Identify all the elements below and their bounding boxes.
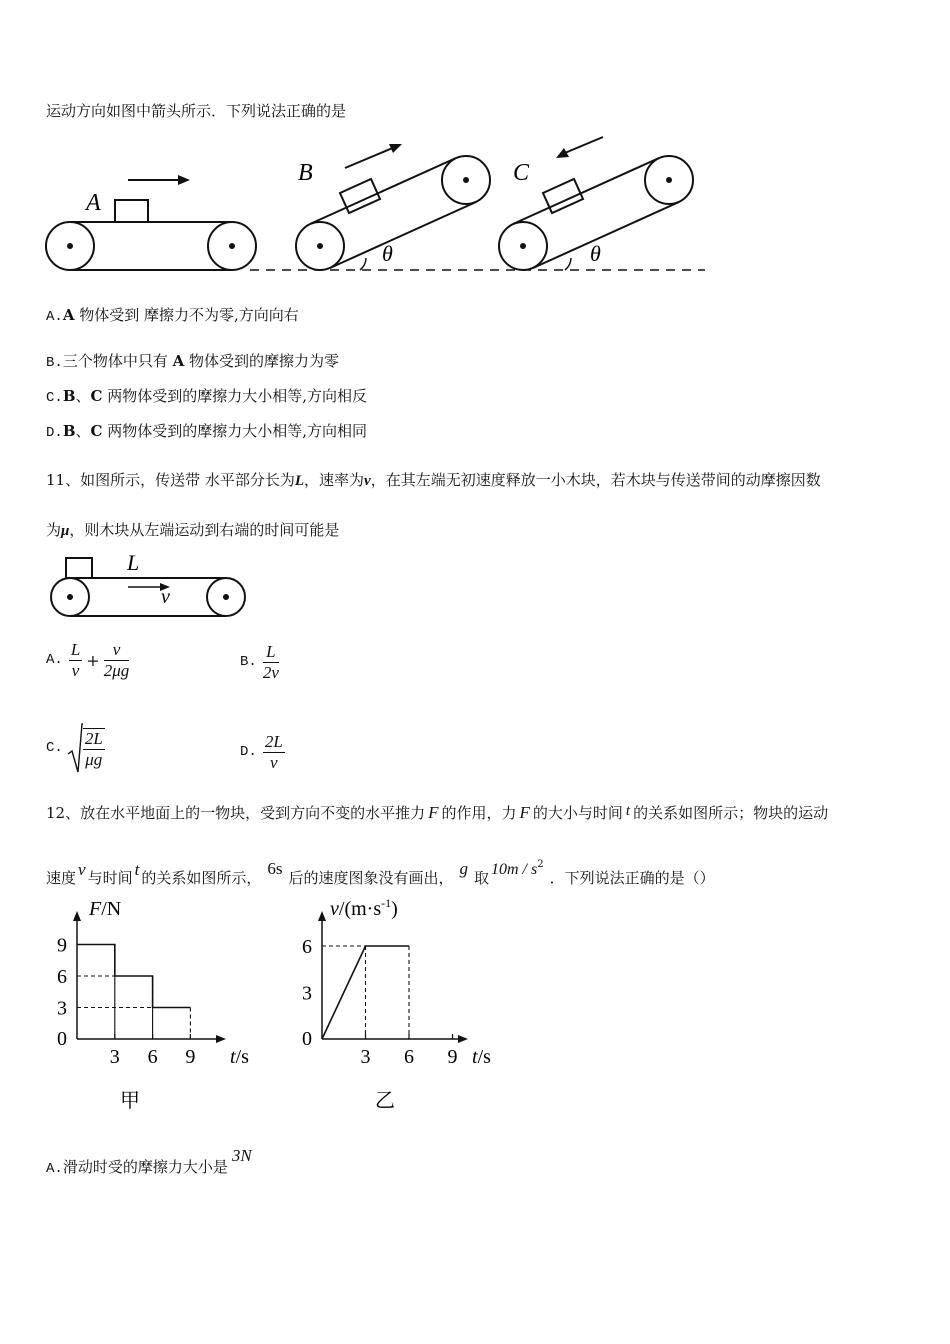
y-tick-label: 6 xyxy=(57,966,67,988)
x-axis-arrow xyxy=(458,1035,468,1043)
x-tick-label: 3 xyxy=(109,1046,120,1068)
arrow-c xyxy=(560,137,603,155)
sqrt-icon xyxy=(67,722,83,774)
x-tick-label: 9 xyxy=(185,1046,196,1068)
y-axis-arrow xyxy=(73,911,81,921)
chart-velocity-time xyxy=(290,896,510,1115)
q11-stem-line1: 11、如图所示，传送带 水平部分长为L，速率为v，在其左端无初速度释放一小木块，若木块与传送带间的动摩擦因数 xyxy=(46,471,821,489)
q11-belt-figure xyxy=(46,550,251,620)
q10-option-b[interactable]: B.三个物体中只有 A 物体受到的摩擦力为零 xyxy=(46,352,340,371)
theta-b: θ xyxy=(382,241,393,266)
belt-b xyxy=(296,156,490,270)
conveyor-figure xyxy=(40,140,720,280)
origin-label: 0 xyxy=(57,1028,67,1050)
q11-option-b[interactable]: B. $\frac{L}{2v}$ xyxy=(240,641,279,682)
label-a: A xyxy=(86,190,101,216)
x-tick-label: 9 xyxy=(447,1046,458,1068)
belt-a xyxy=(46,200,256,270)
y-tick-label: 3 xyxy=(302,982,312,1005)
x-tick-label: 6 xyxy=(147,1046,158,1068)
q11-option-d[interactable]: D. $\frac{2L}{v}$ xyxy=(240,731,283,772)
x-tick-label: 6 xyxy=(404,1046,414,1068)
arrow-b xyxy=(345,147,395,168)
label-b: B xyxy=(298,160,313,186)
y-axis-arrow xyxy=(318,911,326,921)
q10-option-c[interactable]: C.B、C 两物体受到的摩擦力大小相等,方向相反 xyxy=(46,387,368,406)
x-axis-label: t/s xyxy=(472,1046,491,1068)
y-tick-label: 6 xyxy=(302,936,312,958)
q12-stem-line1: 12、放在水平地面上的一物块，受到方向不变的水平推力 F 的作用，力 F 的大小与时间 t 的关系如图所示；物块的运动 xyxy=(46,803,829,822)
q11-option-a[interactable]: A. $\frac{L}{v}$ + $\frac{v}{2\mu g}$ xyxy=(46,639,130,680)
q12-option-a[interactable]: A.滑动时受的摩擦力大小是3N xyxy=(46,1146,252,1177)
x-axis-label: t/s xyxy=(230,1046,249,1068)
origin-label: 0 xyxy=(302,1028,312,1050)
belt-length-label: L xyxy=(127,550,140,575)
q12-stem-line2: 速度 v 与时间 t 的关系如图所示， 6s 后的速度图象没有画出， g 取 $10m / s^2$．下列说法正确的是（） xyxy=(46,859,715,887)
y-axis-label: F/N xyxy=(89,898,122,920)
label-c: C xyxy=(513,160,530,186)
y-tick-label: 3 xyxy=(57,997,67,1020)
theta-c: θ xyxy=(590,241,601,266)
belt-speed-label: v xyxy=(161,586,170,608)
chart-caption: 乙 xyxy=(375,1090,395,1112)
q10-option-a[interactable]: A.A 物体受到 摩擦力不为零,方向向右 xyxy=(46,306,299,325)
x-tick-label: 3 xyxy=(360,1046,371,1068)
intro-line: 运动方向如图中箭头所示．下列说法正确的是 xyxy=(46,102,347,120)
x-axis-arrow xyxy=(216,1035,226,1043)
chart-caption: 甲 xyxy=(120,1090,140,1112)
y-tick-label: 9 xyxy=(57,934,67,957)
q10-option-d[interactable]: D.B、C 两物体受到的摩擦力大小相等,方向相同 xyxy=(46,422,368,441)
q11-stem-line2: 为μ，则木块从左端运动到右端的时间可能是 xyxy=(46,521,340,539)
y-axis-label: $v/(m\cdot s^{-1})$ xyxy=(330,896,398,920)
chart-force-time xyxy=(40,898,260,1115)
q11-option-c[interactable]: C. $\frac{2L}{\mu g}$ xyxy=(46,722,105,774)
